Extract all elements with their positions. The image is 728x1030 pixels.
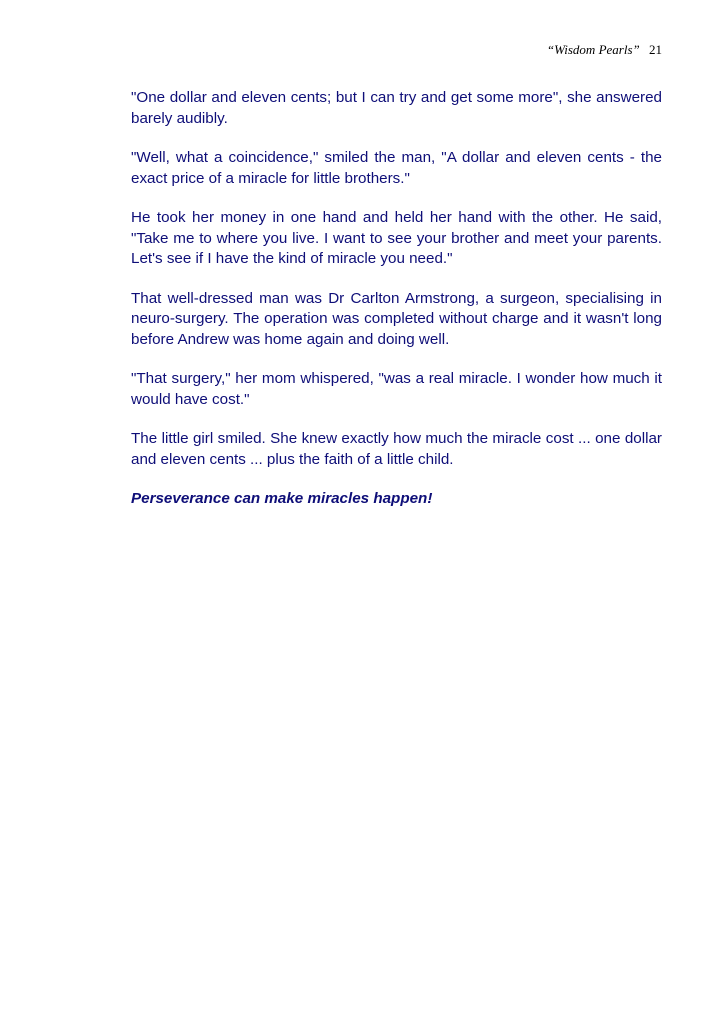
paragraph: "That surgery," her mom whispered, "was a real miracle. I wonder how much it would have cost." — [131, 370, 662, 408]
running-header — [547, 42, 662, 58]
page-number: 21 — [649, 42, 662, 57]
moral-statement: Perseverance can make miracles happen! — [131, 490, 433, 507]
page-body — [131, 88, 662, 529]
paragraph: "One dollar and eleven cents; but I can try and get some more", she answered barely audibly. — [131, 89, 662, 127]
paragraph: He took her money in one hand and held her hand with the other. He said, "Take me to where you live. I want to see your brother and meet your parents. Let's see if I have the kind of miracle you need." — [131, 209, 662, 267]
paragraph: The little girl smiled. She knew exactly how much the miracle cost ... one dollar and eleven cents ... plus the faith of a little child. — [131, 430, 662, 468]
book-title: “Wisdom Pearls” — [546, 42, 640, 57]
paragraph: That well-dressed man was Dr Carlton Armstrong, a surgeon, specialising in neuro-surgery. The operation was completed without charge and it wasn't long before Andrew was home again and doing well. — [131, 289, 662, 348]
paragraph: "Well, what a coincidence," smiled the man, "A dollar and eleven cents - the exact price of a miracle for little brothers." — [131, 149, 662, 187]
